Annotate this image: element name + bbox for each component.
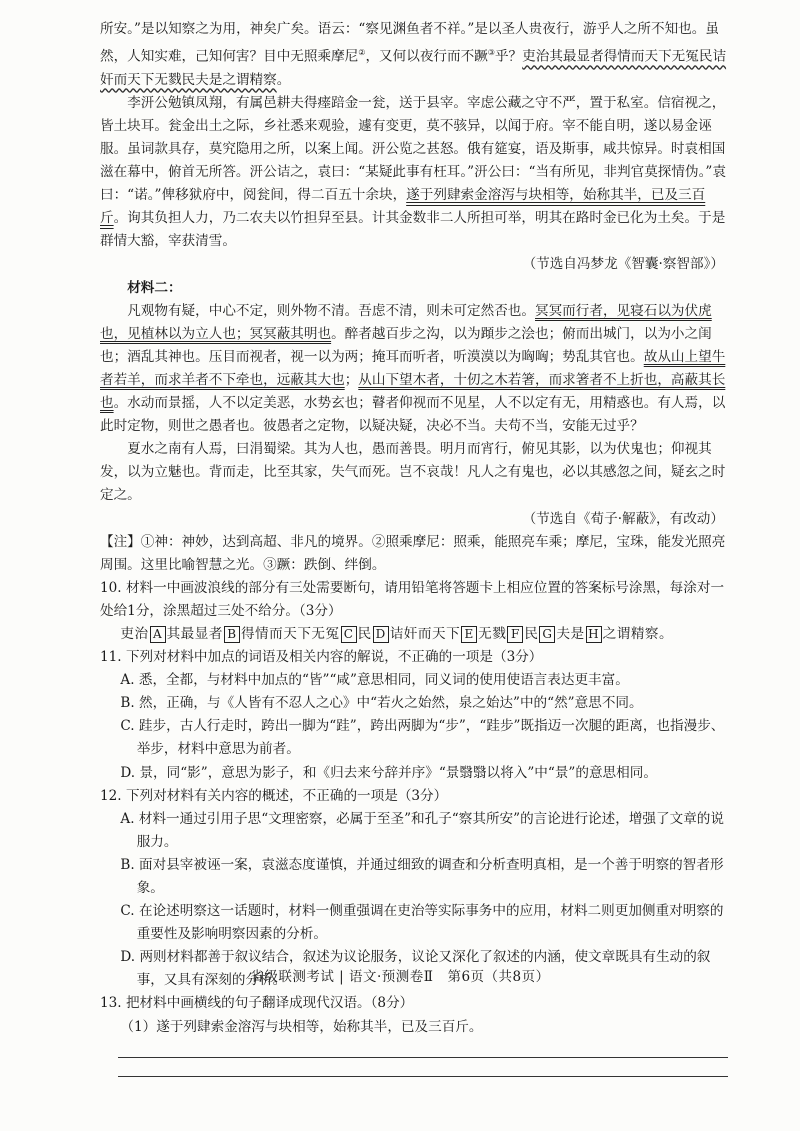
- material2-heading: 材料二：: [127, 279, 182, 296]
- answer-line-2[interactable]: [118, 1058, 728, 1077]
- break-box-b[interactable]: B: [224, 626, 240, 643]
- page-footer: 省级联测考试 | 语文·预测卷Ⅱ 第6页（共8页）: [250, 969, 550, 985]
- q12-option-c[interactable]: C. 在论述明察这一话题时，材料一侧重强调在吏治等实际事务中的应用，材料二则更加侧重对明察的重要性及影响明察因素的分析。: [120, 903, 724, 943]
- underlined-sentence-2: 冥冥而行者，见寝石以为伏虎也，见植林以为立人也；冥冥蔽其明也: [100, 302, 712, 342]
- break-box-d[interactable]: D: [373, 626, 389, 643]
- break-box-a[interactable]: A: [150, 626, 166, 643]
- question-10-segmented-sentence: 吏治 A 其最显者 B 得情而天下无冤 C 民 D 诘奸而天下 E 无戮 F 民 G 夫是 H 之谓精察。: [120, 625, 674, 642]
- underlined-sentence-3b: 从山下望木者，十仞之木若箸，而求箸者不上折也，高蔽其长也: [100, 371, 726, 412]
- material1-paragraph1: 所安。”是以知察之为用，神矣广矣。语云：“察见渊鱼者不祥。”是以圣人贵夜行，游乎人之所不知也。虽然，人知实难，己知何害？目中无照乘摩尼②，又何以夜行而不蹶③乎？吏治其最显者得情而天下无冤民诘奸而天下无戮民夫是之谓精察。: [100, 21, 727, 88]
- material1-paragraph2: 李汧公勉镇凤翔，有属邑耕夫得瘗踣金一瓮，送于县宰。宰虑公藏之守不严，置于私室。信宿视之，皆土块耳。瓮金出土之际，乡社悉来观验，遽有变更，莫不骇异，以闻于府。宰不能自明，遂以易金诬服。虽词款具存，莫究隐用之所，以案上闻。汧公览之甚怒。俄有筵宴，语及斯事，咸共惊异。时袁相国滋在幕中，俯首无所答。汧公诘之，袁曰：“某疑此事有枉耳。”汧公曰：“当有所见，非判官莫探情伪。”袁曰：“诺。”俾移狱府中，阅瓮间，得二百五十余块，遂于列肆索金溶泻与块相等，始称其半，已及三百斤。询其负担人力，乃二农夫以竹担舁至县。计其金数非二人所担可举，明其在路时金已化为土矣。于是群情大豁，宰获清雪。: [100, 94, 726, 250]
- question-12-stem: 12. 下列对材料有关内容的概述，不正确的一项是（3分）: [100, 787, 448, 804]
- break-box-f[interactable]: F: [507, 626, 523, 643]
- answer-line-1[interactable]: [118, 1039, 728, 1058]
- material2-source: （节选自《荀子·解蔽》，有改动）: [522, 510, 724, 527]
- break-box-h[interactable]: H: [586, 626, 602, 643]
- page-content: [100, 18, 728, 1077]
- question-13-stem: 13. 把材料中画横线的句子翻译成现代汉语。（8分）: [100, 995, 414, 1012]
- break-box-e[interactable]: E: [461, 626, 477, 643]
- question-10-stem: 10. 材料一中画波浪线的部分有三处需要断句，请用铅笔将答题卡上相应位置的答案标号涂黑，每涂对一处给1分，涂黑超过三处不给分。（3分）: [100, 579, 725, 619]
- break-box-c[interactable]: C: [341, 626, 357, 643]
- underlined-sentence-3a: 故从山上望牛者若羊，而求羊者不下牵也，远蔽其大也: [100, 348, 726, 388]
- q11-option-c[interactable]: C. 跬步，古人行走时，跨出一脚为“跬”，跨出两脚为“步”，“跬步”既指迈一次腿的距离，也指漫步、举步，材料中意思为前者。: [120, 718, 725, 758]
- break-box-g[interactable]: G: [539, 626, 555, 643]
- question-11-options: [100, 669, 728, 784]
- material2-paragraph2: 夏水之南有人焉，曰涓蜀梁。其为人也，愚而善畏。明月而宵行，俯见其影，以为伏鬼也；仰视其发，以为立魅也。背而走，比至其家，失气而死。岂不哀哉！凡人之有鬼也，必以其感忽之间，疑玄之时定之。: [100, 441, 726, 504]
- annotation-notes: 【注】①神：神妙，达到高超、非凡的境界。②照乘摩尼：照乘，能照亮车乘；摩尼，宝珠，能发光照亮周围。这里比喻智慧之光。③蹶：跌倒、绊倒。: [100, 533, 726, 573]
- question-13-subquestion-1: （1）遂于列肆索金溶泻与块相等，始称其半，已及三百斤。: [120, 1018, 483, 1035]
- underlined-sentence-1: 遂于列肆索金溶泻与块相等，始称其半，已及三百斤: [100, 187, 706, 227]
- q12-option-d[interactable]: D. 两则材料都善于叙议结合，叙述为议论服务，议论又深化了叙述的内涵，使文章既具有生动的叙事，又具有深刻的分析。: [120, 949, 711, 989]
- material2-paragraph1: 凡观物有疑，中心不定，则外物不清。吾虑不清，则未可定然否也。冥冥而行者，见寝石以为伏虎也，见植林以为立人也；冥冥蔽其明也。醉者越百步之沟，以为蹞步之浍也；俯而出城门，以为小之闺也；酒乱其神也。压目而视者，视一以为两；掩耳而听者，听漠漠以为哅哅；势乱其官也。故从山上望牛者若羊，而求羊者不下牵也，远蔽其大也；从山下望木者，十仞之木若箸，而求箸者不上折也，高蔽其长也。水动而景摇，人不以定美恶，水势玄也；瞽者仰视而不见星，人不以定有无，用精惑也。有人焉，以此时定物，则世之愚者也。彼愚者之定物，以疑决疑，决必不当。夫苟不当，安能无过乎？: [100, 302, 726, 435]
- q12-option-b[interactable]: B. 面对县宰被诬一案，袁滋态度谨慎，并通过细致的调查和分析查明真相，是一个善于明察的智者形象。: [120, 856, 724, 896]
- q11-option-d[interactable]: D. 景，同“影”，意思为影子，和《归去来兮辞并序》“景翳翳以将入”中“景”的意思相同。: [120, 764, 657, 781]
- q11-option-a[interactable]: A. 悉，全都，与材料中加点的“皆”“咸”意思相同，同义词的使用使语言表达更丰富。: [120, 672, 629, 689]
- wavy-underlined-sentence: 吏治其最显者得情而天下无冤民诘奸而天下无戮民夫是之谓精察: [100, 48, 727, 88]
- question-11-stem: 11. 下列对材料中加点的词语及相关内容的解说，不正确的一项是（3分）: [100, 649, 543, 666]
- q12-option-a[interactable]: A. 材料一通过引用子思“文理密察，必属于至圣”和孔子“察其所安”的言论进行论述，增强了文章的说服力。: [120, 810, 724, 850]
- material1-source: （节选自冯梦龙《智囊·察智部》）: [522, 256, 724, 273]
- q11-option-b[interactable]: B. 然，正确，与《人皆有不忍人之心》中“若火之始然，泉之始达”中的“然”意思不同。: [120, 695, 643, 712]
